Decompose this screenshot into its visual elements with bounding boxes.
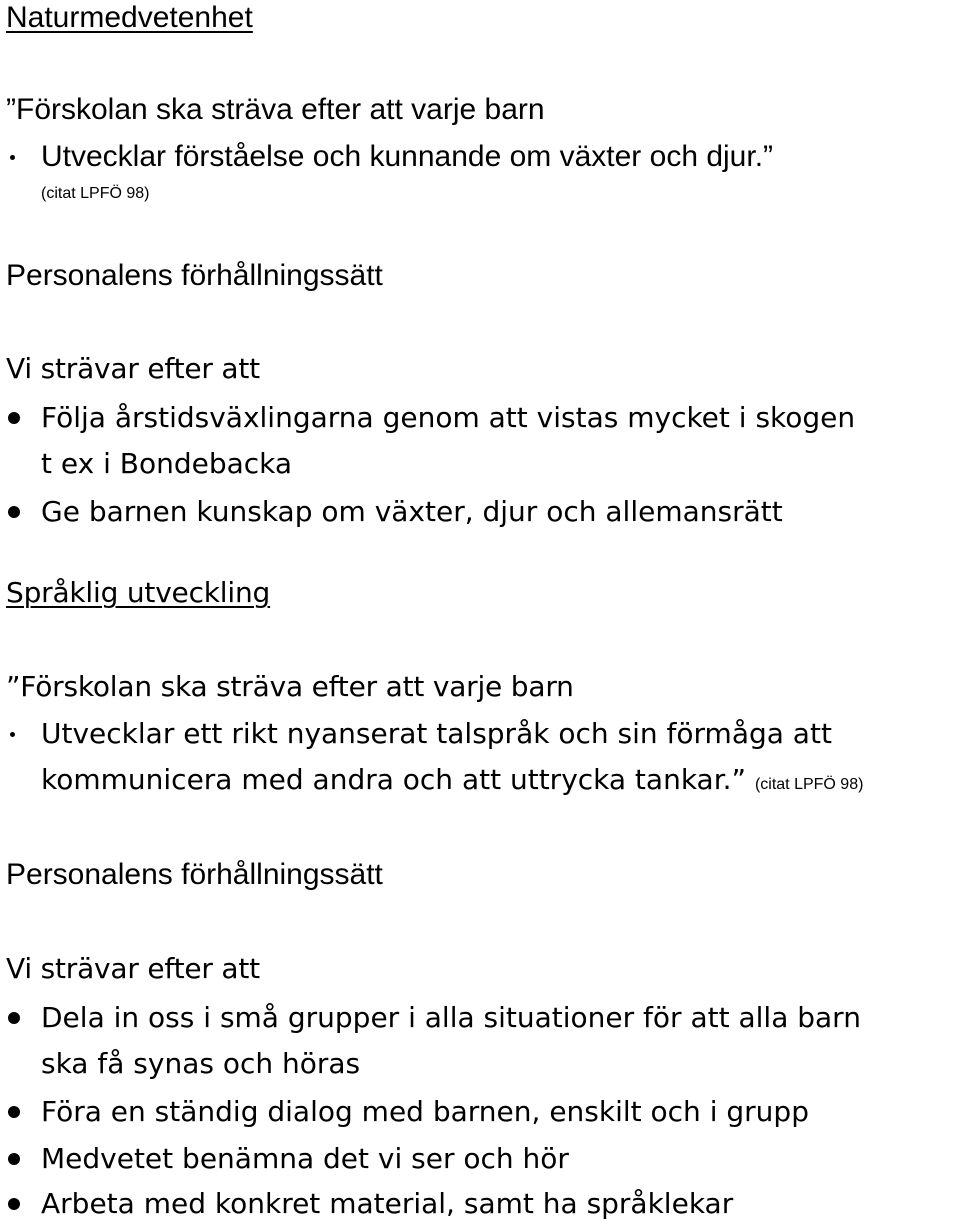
goal-text-line2: kommunicera med andra och att uttrycka tankar.” [41,763,747,796]
list-item-text: Arbeta med konkret material, samt ha språklekar [41,1187,734,1220]
list-item-text: Dela in oss i små grupper i alla situationer för att alla barn [41,1001,861,1034]
list-item-text: Medvetet benämna det vi ser och hör [41,1142,569,1175]
list-item-text: Föra en ständig dialog med barnen, enskilt och i grupp [41,1095,809,1128]
citation: (citat LPFÖ 98) [754,776,864,793]
bullet-icon [8,506,20,518]
section-heading-spraklig-utveckling: Språklig utveckling [6,576,271,609]
bullet-icon [8,1153,20,1165]
bullet-icon [8,1106,20,1118]
goal-text: Utvecklar förståelse och kunnande om växter och djur.” [41,140,774,173]
list-item-text: Följa årstidsväxlingarna genom att vistas mycket i skogen [41,401,856,434]
staff-intro: Vi strävar efter att [6,352,260,385]
goal-text-line2-wrap [41,762,863,803]
staff-heading: Personalens förhållningssätt [6,858,383,891]
section-heading-naturmedvetenhet: Naturmedvetenhet [6,1,253,34]
bullet-icon [10,155,15,160]
quote-intro: ”Förskolan ska sträva efter att varje barn [6,93,545,126]
quote-intro: ”Förskolan ska sträva efter att varje barn [6,670,574,703]
bullet-icon [8,1012,20,1024]
list-item-text: Ge barnen kunskap om växter, djur och allemansrätt [41,495,783,528]
staff-heading: Personalens förhållningssätt [6,259,383,292]
goal-text-line1: Utvecklar ett rikt nyanserat talspråk och sin förmåga att [41,717,832,750]
staff-intro: Vi strävar efter att [6,952,260,985]
bullet-icon [10,732,15,737]
bullet-icon [8,412,20,424]
citation: (citat LPFÖ 98) [41,185,150,202]
list-item-text: ska få synas och höras [41,1047,361,1080]
list-item-text: t ex i Bondebacka [41,447,293,480]
bullet-icon [8,1198,20,1210]
